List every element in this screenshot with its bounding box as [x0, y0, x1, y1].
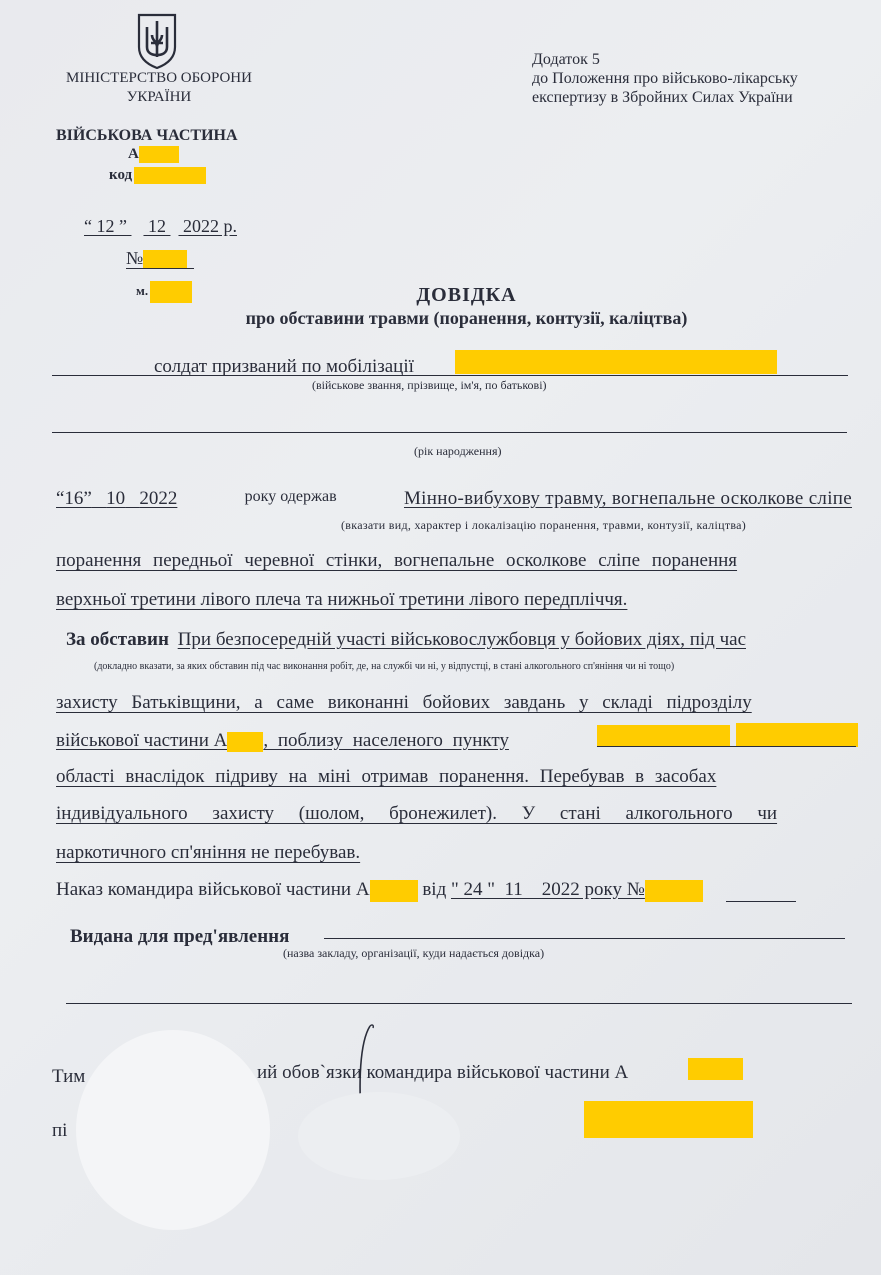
redaction-block: [455, 350, 777, 374]
order-text-b: від: [422, 879, 447, 900]
redaction-block: [370, 880, 418, 902]
unit-letter-row: [128, 146, 179, 163]
rank-text: солдат призваний по мобілізації: [154, 356, 414, 377]
appendix-line1: Додаток 5: [532, 51, 600, 68]
circumstances-line4: [56, 766, 852, 788]
injury-line3-text: верхньої третини лівого плеча та нижньої третини лівого передпліччя.: [56, 589, 628, 610]
circumstances-label: За обставин: [66, 629, 169, 650]
redaction-block: [645, 880, 703, 902]
city-label: м.: [136, 282, 149, 298]
circumstances-row: [66, 629, 746, 651]
injury-caption: (вказати вид, характер і локалізацію поранення, травми, контузії, каліцтва): [341, 518, 747, 532]
issued-underline: [324, 938, 845, 939]
circumstances-caption: (докладно вказати, за яких обставин під час виконання робіт, де, на службі чи ні, у відпустці, в стані алкогольного сп'яніння чи ні тощо): [94, 661, 675, 672]
unit-letter: А: [128, 146, 139, 162]
issued-label: Видана для пред'явлення: [70, 926, 290, 947]
appendix-note: [532, 50, 798, 107]
circumstances-line6-text: наркотичного сп'яніння не перебував.: [56, 842, 361, 863]
issued-underline-2: [66, 1003, 852, 1004]
redaction-block: [597, 725, 730, 747]
code-row: [109, 167, 206, 184]
circumstances-line2-text: захисту Батьківщини, а саме виконанні бойових завдань у складі підрозділу: [56, 692, 752, 713]
injury-row: [56, 488, 852, 510]
redaction-block: [139, 146, 179, 163]
appendix-line2: до Положення про військово-лікарську: [532, 70, 798, 87]
injury-line2-text: поранення передньої черевної стінки, вогнепальне осколкове сліпе поранення: [56, 550, 738, 571]
signature-line1-end: ий обов`язки командира військової частини А: [257, 1062, 629, 1083]
coat-of-arms-icon: [135, 13, 179, 74]
redaction-block: [143, 250, 187, 269]
ministry-name: [62, 69, 256, 107]
letter-date-day: “ 12 ”: [84, 216, 127, 236]
order-text-a: Наказ командира військової частини А: [56, 879, 370, 900]
redaction-circle: [298, 1092, 460, 1180]
circumstances-line3: [56, 730, 509, 752]
document-subtitle: про обставини травми (поранення, контузії, каліцтва): [245, 308, 688, 328]
circumstances-line3-b: , поблизу населеного пункту: [263, 730, 509, 751]
rank-caption: (військове звання, прізвище, ім'я, по батькові): [312, 378, 547, 392]
number-label: №: [126, 248, 144, 268]
settlement-underline: [597, 746, 856, 747]
letter-number-row: [126, 248, 187, 269]
signature-line2-start: пі: [52, 1120, 68, 1141]
injury-date-year: 2022: [139, 488, 178, 509]
code-label: код: [109, 167, 133, 183]
injury-line2: [56, 550, 852, 572]
injury-date-month: 10: [106, 488, 126, 509]
injury-date-day: “16”: [56, 488, 92, 509]
issued-caption: (назва закладу, організації, куди надається довідка): [283, 946, 545, 960]
circumstances-line5-text: індивідуального захисту (шолом, бронежилет). У стані алкогольного чи: [56, 803, 778, 824]
ministry-line2: УКРАЇНИ: [126, 89, 192, 105]
circumstances-line4-text: області внаслідок підриву на міні отримав поранення. Перебував в засобах: [56, 766, 717, 787]
redaction-block: [584, 1101, 753, 1138]
injury-line3: [56, 589, 852, 611]
unit-title: ВІЙСЬКОВА ЧАСТИНА: [56, 127, 238, 144]
redaction-block: [227, 732, 263, 752]
circumstances-line1: При безпосередній участі військовослужбовця у бойових діях, під час: [177, 629, 746, 650]
birth-caption: (рік народження): [414, 444, 502, 458]
signature-line1-start: Тим: [52, 1066, 86, 1087]
redaction-circle: [76, 1030, 270, 1230]
letter-date-year: 2022 р.: [182, 216, 237, 236]
letter-date-month: 12: [147, 216, 166, 236]
redaction-block: [688, 1058, 743, 1080]
order-number-underline: [726, 901, 796, 902]
ministry-line1: МІНІСТЕРСТВО ОБОРОНИ: [66, 70, 252, 86]
letter-date: [84, 216, 237, 237]
appendix-line3: експертизу в Збройних Силах України: [532, 89, 793, 106]
injury-description: Мінно-вибухову травму, вогнепальне осколкове сліпе: [403, 488, 852, 509]
circumstances-line5: [56, 803, 852, 825]
circumstances-line6: [56, 842, 360, 864]
redaction-block: [736, 723, 858, 747]
order-date: " 24 " 11 2022 року №: [450, 879, 645, 900]
redaction-block: [134, 167, 206, 184]
birth-underline: [52, 432, 847, 433]
number-underline: [126, 268, 194, 269]
document-title: ДОВІДКА: [416, 284, 517, 306]
circumstances-line2: [56, 692, 852, 714]
circumstances-line3-a: військової частини А: [56, 730, 228, 751]
order-row: [56, 879, 703, 902]
received-label: року одержав: [244, 488, 337, 505]
injury-date: [56, 488, 177, 510]
